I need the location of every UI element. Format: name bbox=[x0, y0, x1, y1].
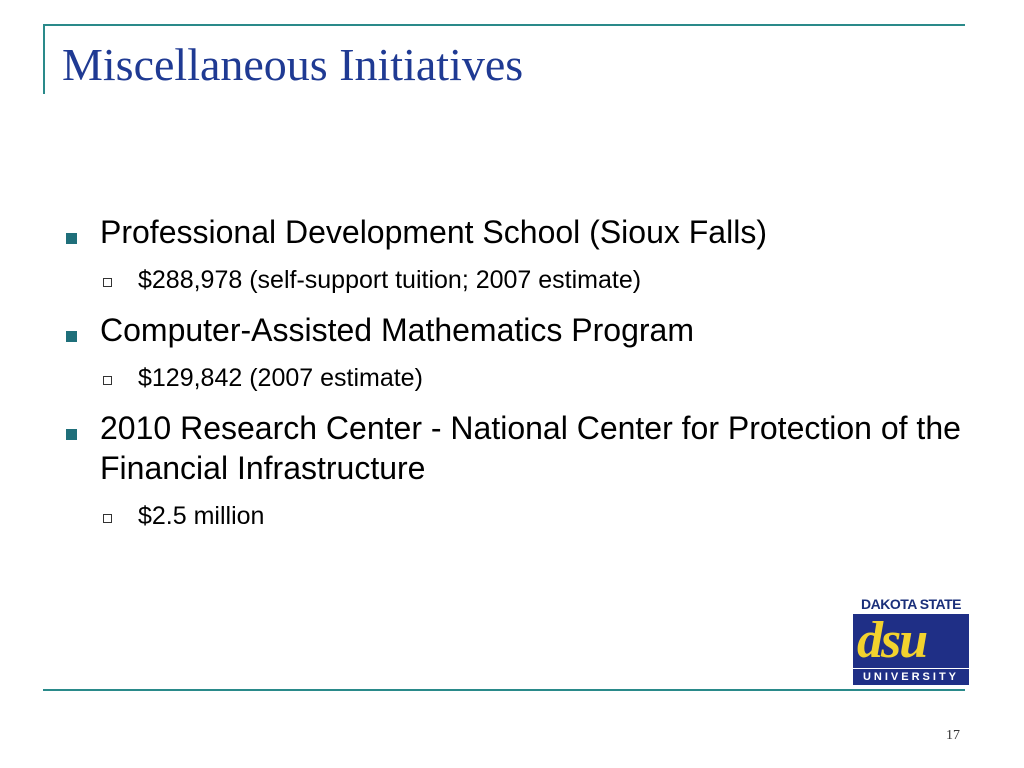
bullet-item bbox=[62, 408, 962, 488]
bullet-list bbox=[62, 212, 962, 546]
logo-bottom-text: UNIVERSITY bbox=[853, 669, 969, 685]
bullet-item bbox=[62, 310, 962, 350]
logo-top-text: DAKOTA STATE bbox=[860, 596, 962, 612]
hollow-square-bullet-icon bbox=[103, 376, 112, 385]
sub-bullet-text: $2.5 million bbox=[138, 502, 265, 530]
logo-mark-box bbox=[853, 614, 969, 668]
square-bullet-icon bbox=[66, 233, 77, 244]
bullet-text: Professional Development School (Sioux Falls) bbox=[100, 214, 767, 250]
dsu-logo bbox=[853, 596, 969, 686]
sub-bullet-text: $288,978 (self-support tuition; 2007 estimate) bbox=[138, 266, 642, 294]
bullet-text: 2010 Research Center - National Center for Protection of the Financial Infrastructure bbox=[100, 410, 961, 486]
page-number: 17 bbox=[946, 728, 960, 743]
left-border-line bbox=[43, 24, 45, 94]
bullet-text: Computer-Assisted Mathematics Program bbox=[100, 312, 694, 348]
hollow-square-bullet-icon bbox=[103, 514, 112, 523]
square-bullet-icon bbox=[66, 331, 77, 342]
bottom-border-line bbox=[43, 689, 965, 691]
hollow-square-bullet-icon bbox=[103, 278, 112, 287]
square-bullet-icon bbox=[66, 429, 77, 440]
sub-bullet-item bbox=[62, 362, 962, 394]
sub-bullet-item bbox=[62, 264, 962, 296]
bullet-item bbox=[62, 212, 962, 252]
sub-bullet-text: $129,842 (2007 estimate) bbox=[138, 364, 423, 392]
sub-bullet-item bbox=[62, 500, 962, 532]
logo-mark-text: dsu bbox=[857, 614, 927, 668]
top-border-line bbox=[43, 24, 965, 26]
slide-title: Miscellaneous Initiatives bbox=[62, 39, 524, 90]
